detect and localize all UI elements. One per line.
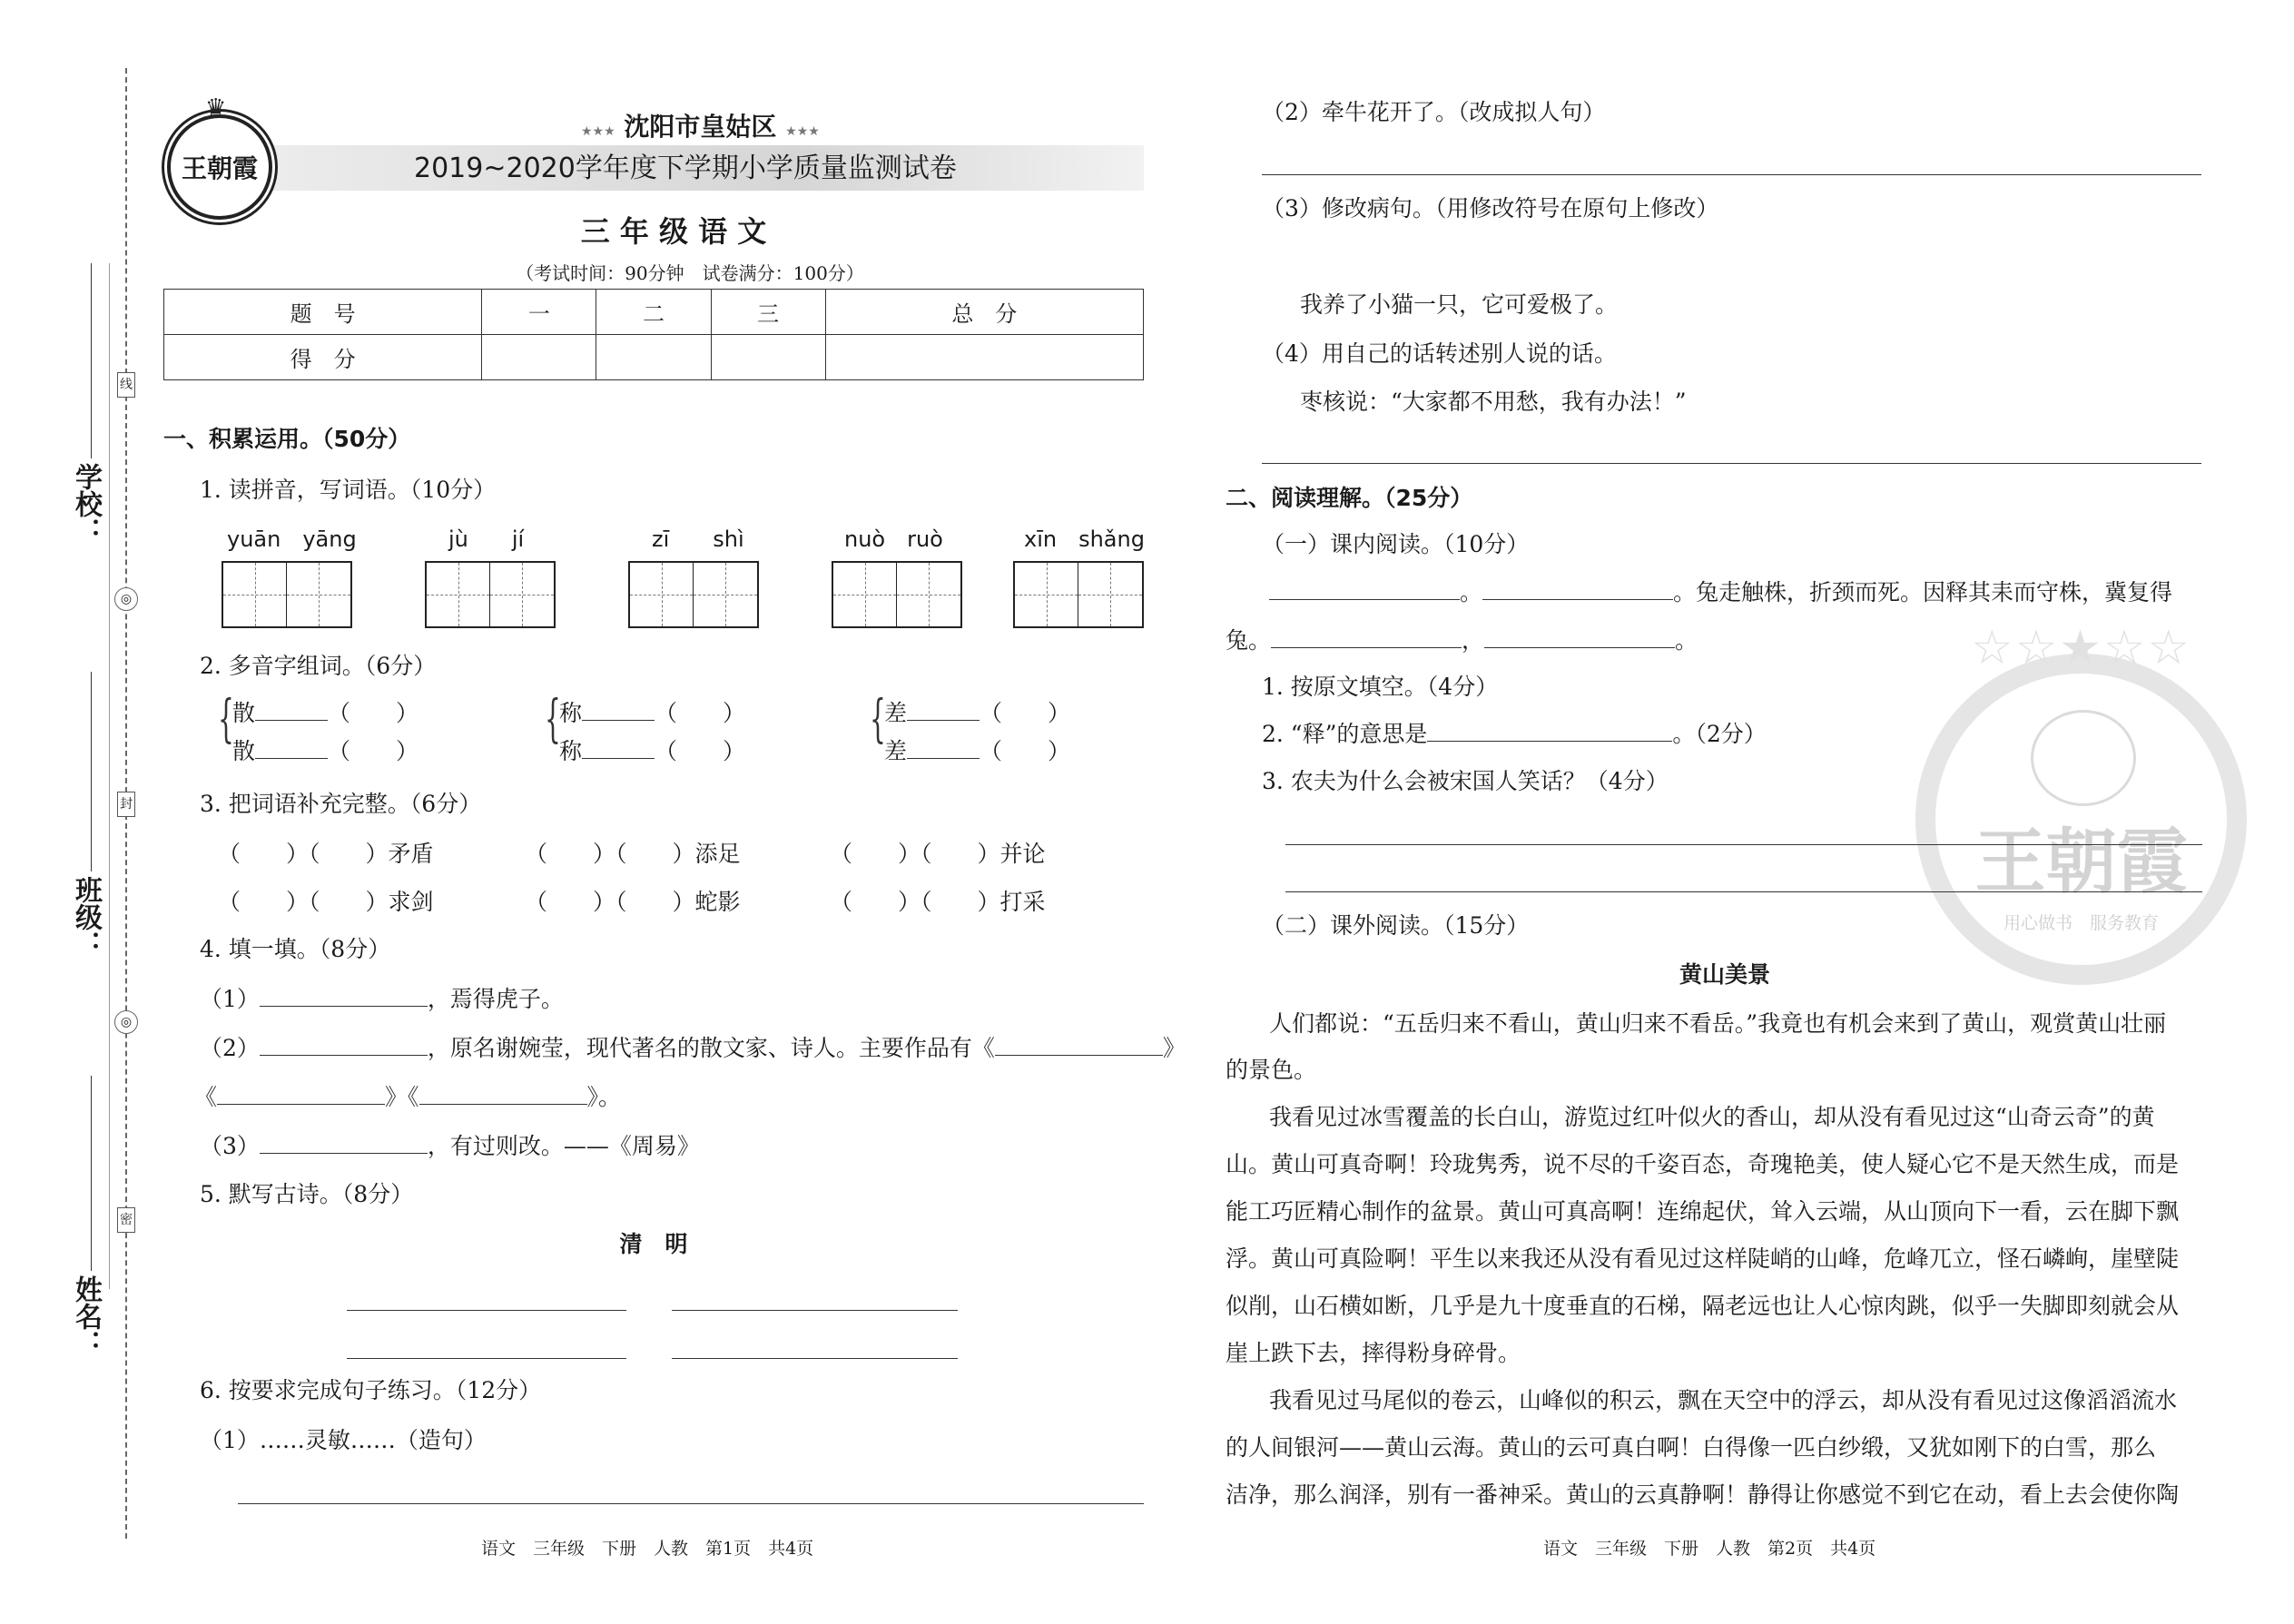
score-table-header: 一 — [482, 290, 596, 335]
passage-fill-line2: 兔。 ， 。 — [1226, 627, 1698, 654]
reading-q2: 2. “释”的意思是 。（2分） — [1262, 721, 1767, 747]
grid-cell[interactable] — [490, 563, 554, 626]
score-table-score-row — [164, 335, 1144, 380]
section1-title: 一、积累运用。（50分） — [163, 426, 411, 452]
fill-item-4-2: （2） ，原名谢婉莹，现代著名的散文家、诗人。主要作品有《 》 — [200, 1035, 1186, 1061]
article-title: 黄山美景 — [1679, 961, 1770, 988]
poem-line[interactable] — [672, 1310, 958, 1311]
score-cell[interactable] — [825, 335, 1143, 380]
logo-crown-icon: ♛ — [205, 94, 227, 122]
watermark-name: 王朝霞 — [1974, 821, 2188, 903]
grid-cell[interactable] — [694, 563, 757, 626]
quote-sentence: 枣核说：“大家都不用愁，我有办法！” — [1300, 389, 1687, 415]
article-line: 似削，山石横如断，几乎是九十度垂直的石梯，隔老远也让人心惊肉跳，似乎一失脚即刻就会从 — [1226, 1293, 2180, 1319]
poly-item: 差 （ ） — [884, 738, 1071, 764]
answer-blank[interactable] — [907, 738, 980, 759]
answer-blank[interactable] — [260, 986, 428, 1007]
answer-blank[interactable] — [1271, 627, 1462, 648]
grid-cell[interactable] — [1015, 563, 1078, 626]
class-label: 班级： — [70, 876, 102, 958]
subject-title: 三 年 级 语 文 — [580, 214, 767, 249]
article-line: 崖上跌下去，摔得粉身碎骨。 — [1226, 1340, 1521, 1366]
poly-item: 散 （ ） — [232, 738, 419, 764]
answer-blank[interactable] — [217, 1084, 385, 1105]
binding-margin — [0, 0, 145, 1624]
writing-grid[interactable] — [222, 561, 352, 628]
answer-blank[interactable] — [419, 1084, 587, 1105]
article-line: 我看见过冰雪覆盖的长白山，游览过红叶似火的香山，却从没有看见过这“山奇云奇”的黄 — [1269, 1104, 2155, 1130]
pinyin-label: xīn shǎng — [1024, 527, 1145, 552]
answer-line[interactable] — [1285, 891, 2202, 892]
grid-cell[interactable] — [1078, 563, 1142, 626]
score-table-header: 总 分 — [825, 290, 1143, 335]
score-table — [163, 289, 1144, 380]
answer-line[interactable] — [1262, 463, 2201, 464]
binding-hole-icon: ◎ — [114, 1010, 138, 1034]
pinyin-label: zī shì — [652, 527, 744, 552]
answer-blank[interactable] — [1484, 627, 1675, 648]
binding-mark-line: 线 — [117, 372, 135, 398]
score-table-header: 二 — [596, 290, 711, 335]
school-label: 学校： — [70, 463, 102, 545]
brace-icon: { — [218, 690, 234, 749]
question-1: 1. 读拼音，写词语。（10分） — [200, 477, 497, 503]
answer-line[interactable] — [1262, 174, 2201, 175]
article-line: 人们都说：“五岳归来不看山，黄山归来不看岳。”我竟也有机会来到了黄山，观赏黄山壮丽 — [1269, 1010, 2167, 1037]
section2-title: 二、阅读理解。（25分） — [1226, 485, 1473, 511]
pinyin-label: yuān yāng — [227, 527, 357, 552]
poly-item: 散 （ ） — [232, 700, 419, 726]
fill-item-4-1: （1） ，焉得虎子。 — [200, 986, 564, 1012]
binding-mark-secret: 密 — [117, 1207, 135, 1233]
grid-cell[interactable] — [427, 563, 490, 626]
article-line: 洁净，那么润泽，别有一番神采。黄山的云真静啊！静得让你感觉不到它在动，看上去会使你陶 — [1226, 1481, 2180, 1508]
brace-icon: { — [870, 690, 886, 749]
grid-cell[interactable] — [630, 563, 694, 626]
grid-cell[interactable] — [287, 563, 350, 626]
fill-item-4-2-cont: 《 》《 》。 — [194, 1084, 622, 1110]
binding-mark-seal: 封 — [117, 792, 135, 817]
poly-item: 差 （ ） — [884, 700, 1071, 726]
article-line: 山。黄山可真奇啊！玲珑隽秀，说不尽的千姿百态，奇瑰艳美，使人疑心它不是天然生成，而是 — [1226, 1151, 2180, 1177]
page2-footer: 语文 三年级 下册 人教 第2页 共4页 — [1543, 1539, 1876, 1559]
watermark-seal — [1915, 621, 2247, 985]
idiom-item[interactable]: （ ）（ ）蛇影 — [525, 889, 741, 915]
grid-cell[interactable] — [897, 563, 960, 626]
answer-blank[interactable] — [255, 738, 328, 759]
writing-grid[interactable] — [628, 561, 759, 628]
answer-blank[interactable] — [1482, 579, 1673, 600]
page1-footer: 语文 三年级 下册 人教 第1页 共4页 — [481, 1539, 814, 1559]
question-6: 6. 按要求完成句子练习。（12分） — [200, 1377, 542, 1403]
score-table-header: 题 号 — [164, 290, 482, 335]
grid-cell[interactable] — [833, 563, 897, 626]
answer-blank[interactable] — [260, 1035, 428, 1056]
question-6-4: （4）用自己的话转述别人说的话。 — [1262, 340, 1617, 367]
reading-part1: （一）课内阅读。（10分） — [1262, 531, 1530, 557]
poem-title: 清 明 — [619, 1231, 688, 1257]
article-line: 的景色。 — [1226, 1057, 1317, 1083]
watermark-star-icon: ☆☆★☆☆ — [1970, 621, 2192, 675]
answer-blank[interactable] — [995, 1035, 1163, 1056]
score-cell[interactable] — [596, 335, 711, 380]
question-5: 5. 默写古诗。（8分） — [200, 1181, 414, 1207]
school-blank[interactable] — [91, 263, 92, 458]
poly-item: 称 （ ） — [559, 700, 746, 726]
question-3: 3. 把词语补充完整。（6分） — [200, 791, 482, 817]
article-line: 的人间银河——黄山云海。黄山的云可真白啊！白得像一匹白纱缎，又犹如刚下的白雪，那么 — [1226, 1434, 2157, 1461]
idiom-item[interactable]: （ ）（ ）求剑 — [218, 889, 434, 915]
idiom-item[interactable]: （ ）（ ）并论 — [830, 841, 1046, 867]
brace-icon: { — [545, 690, 561, 749]
star-icon: ★★★ — [581, 124, 615, 139]
poem-line[interactable] — [347, 1310, 626, 1311]
idiom-item[interactable]: （ ）（ ）打采 — [830, 889, 1046, 915]
answer-line[interactable] — [238, 1503, 1144, 1504]
question-2: 2. 多音字组词。（6分） — [200, 653, 437, 679]
region-title: ★★★ 沈阳市皇姑区 ★★★ — [581, 112, 820, 142]
pinyin-label: jù jí — [448, 527, 525, 552]
poem-line[interactable] — [347, 1358, 626, 1359]
exam-title: 2019~2020学年度下学期小学质量监测试卷 — [414, 153, 957, 184]
reading-q1: 1. 按原文填空。（4分） — [1262, 674, 1499, 700]
question-6-1: （1）……灵敏……（造句） — [200, 1427, 487, 1453]
score-row-label: 得 分 — [164, 335, 482, 380]
question-4: 4. 填一填。（8分） — [200, 936, 391, 962]
answer-blank[interactable] — [255, 700, 328, 721]
article-line: 浮。黄山可真险啊！平生以来我还从没有看见过这样陡峭的山峰，危峰兀立，怪石嶙峋，崖壁陡 — [1226, 1245, 2180, 1272]
writing-grid[interactable] — [832, 561, 962, 628]
pinyin-label: nuò ruò — [844, 527, 943, 552]
logo-text: 王朝霞 — [181, 153, 258, 183]
writing-grid[interactable] — [425, 561, 556, 628]
score-cell[interactable] — [482, 335, 596, 380]
writing-grid[interactable] — [1013, 561, 1144, 628]
poem-line[interactable] — [672, 1358, 958, 1359]
score-table-header: 三 — [711, 290, 825, 335]
exam-time-info: （考试时间：90分钟 试卷满分：100分） — [516, 262, 864, 284]
logo-seal — [167, 94, 272, 220]
answer-blank[interactable] — [1269, 579, 1460, 600]
article-line: 能工巧匠精心制作的盆景。黄山可真高啊！连绵起伏，耸入云端，从山顶向下一看，云在脚下飘 — [1226, 1198, 2180, 1225]
name-blank[interactable] — [91, 1076, 92, 1271]
watermark-portrait — [2031, 710, 2136, 806]
answer-blank[interactable] — [907, 700, 980, 721]
answer-blank[interactable] — [582, 700, 655, 721]
grid-cell[interactable] — [223, 563, 287, 626]
answer-blank[interactable] — [582, 738, 655, 759]
score-table-header-row — [164, 290, 1144, 335]
score-cell[interactable] — [711, 335, 825, 380]
poly-item: 称 （ ） — [559, 738, 746, 764]
question-6-3: （3）修改病句。（用修改符号在原句上修改） — [1262, 195, 1719, 221]
fill-item-4-3: （3） ，有过则改。——《周易》 — [200, 1133, 700, 1159]
question-6-2: （2）牵牛花开了。（改成拟人句） — [1262, 99, 1606, 125]
binding-hole-icon: ◎ — [114, 587, 138, 611]
idiom-item[interactable]: （ ）（ ）矛盾 — [218, 841, 434, 867]
class-blank[interactable] — [91, 672, 92, 871]
sick-sentence[interactable]: 我养了小猫一只，它可爱极了。 — [1300, 291, 1619, 318]
answer-line[interactable] — [1285, 844, 2202, 845]
answer-blank[interactable] — [1427, 721, 1672, 742]
binding-solid-line — [109, 263, 110, 1289]
star-icon: ★★★ — [785, 124, 820, 139]
article-line: 我看见过马尾似的卷云，山峰似的积云，飘在天空中的浮云，却从没有看见过这像滔滔流水 — [1269, 1387, 2178, 1413]
reading-part2: （二）课外阅读。（15分） — [1262, 912, 1530, 939]
passage-fill-line1: 。 。兔走触株，折颈而死。因释其耒而守株，冀复得 — [1269, 578, 2172, 607]
reading-q3: 3. 农夫为什么会被宋国人笑话？（4分） — [1262, 768, 1669, 794]
answer-blank[interactable] — [260, 1133, 428, 1154]
watermark-motto: 用心做书 服务教育 — [2003, 913, 2159, 933]
name-label: 姓名： — [70, 1275, 102, 1357]
idiom-item[interactable]: （ ）（ ）添足 — [525, 841, 741, 867]
